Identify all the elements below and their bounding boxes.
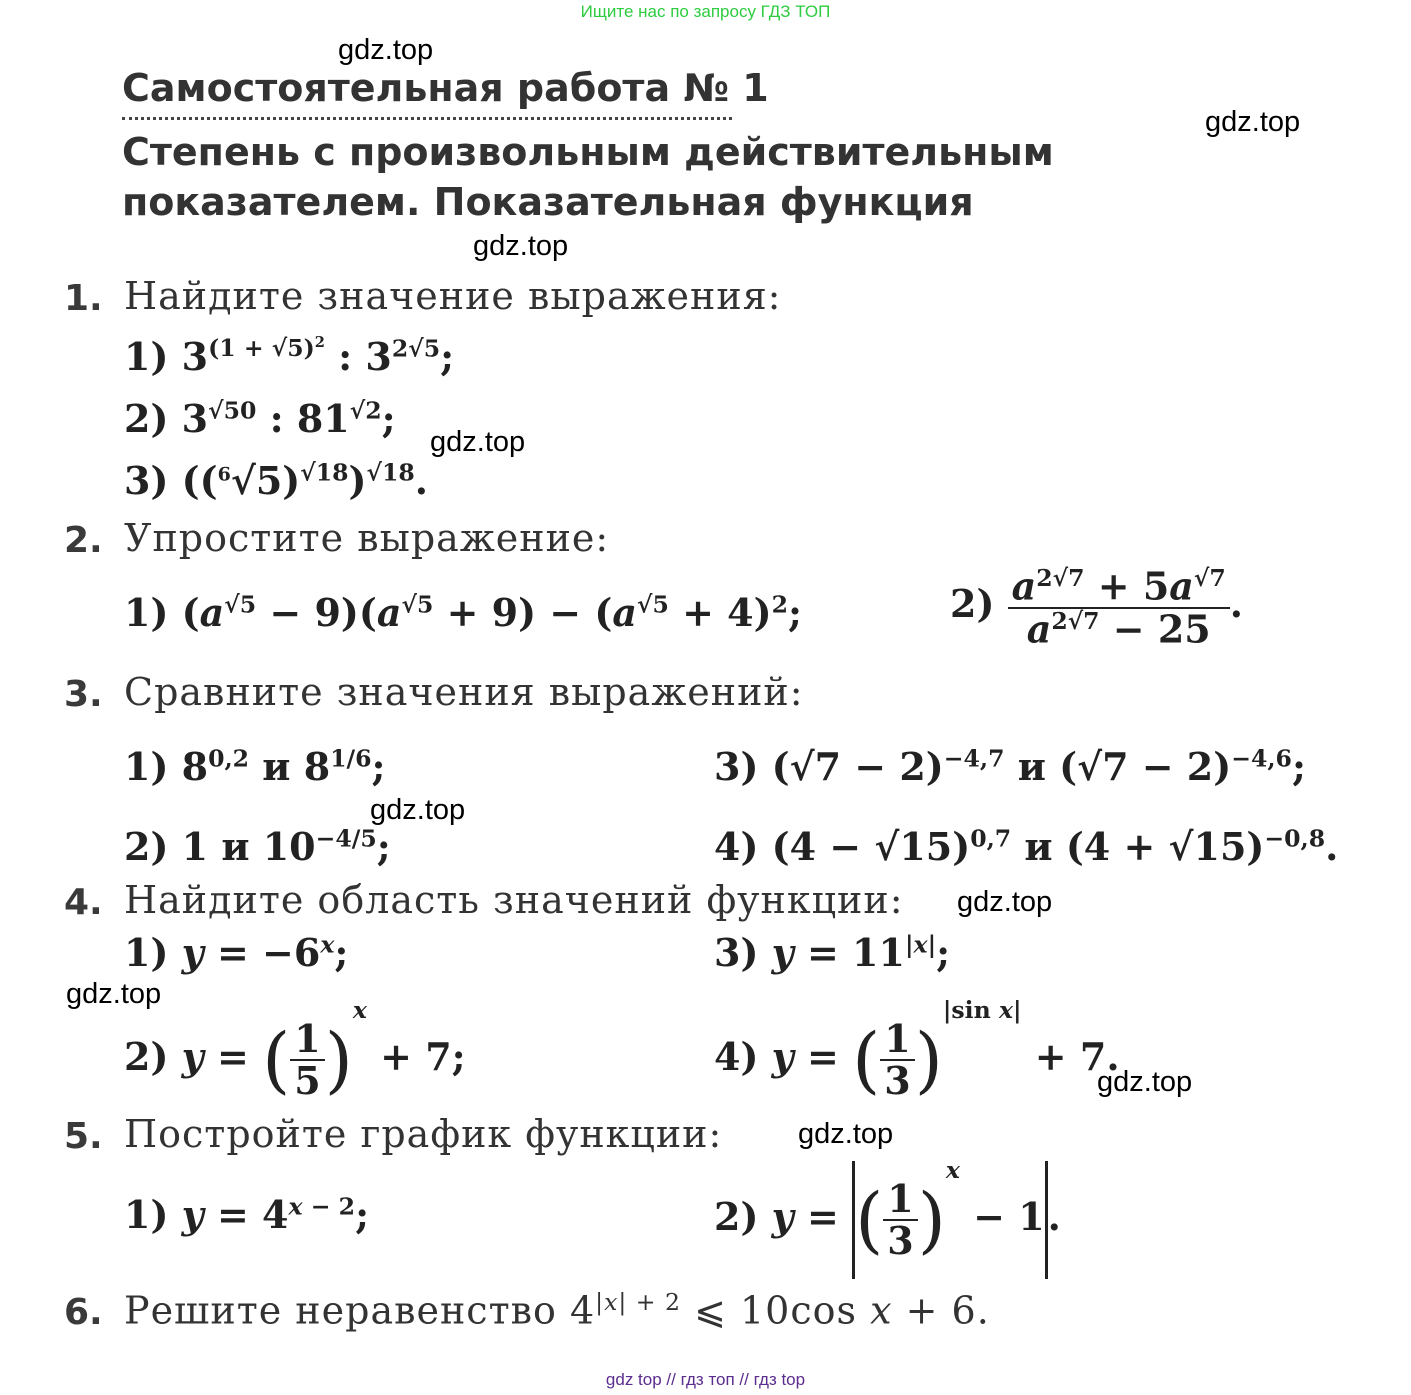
item-label: 1) xyxy=(124,930,169,975)
watermark: gdz.top xyxy=(798,1118,894,1150)
task-5-item-2: 2) y = ( $\frac{1}{3}$ )$^x$ − 1. xyxy=(714,1156,1061,1279)
task-text: Постройте график функции: xyxy=(124,1112,723,1156)
task-1-item-1: 1) $3^{(1 + √5)^2}$ : $3^{2√5}$; xyxy=(124,334,455,379)
watermark: gdz.top xyxy=(1097,1066,1193,1098)
item-label: 1) xyxy=(124,590,169,635)
item-label: 1) xyxy=(124,744,169,789)
watermark: gdz.top xyxy=(66,978,162,1010)
fraction: $\frac{1}{5}$ xyxy=(290,1019,324,1101)
task-2-item-2: 2) $\frac{a^{2√7} + 5a^{√7}}{a^{2√7} - 25}$ . xyxy=(950,563,1244,652)
subtitle-line-1: Степень с произвольным действительным xyxy=(122,130,1054,174)
item-label: 3) xyxy=(714,744,759,789)
footer-links[interactable]: gdz top // гдз топ // гдз top xyxy=(605,1370,806,1389)
item-label: 4) xyxy=(714,1033,759,1079)
item-label: 3) xyxy=(124,458,169,503)
task-5-item-1: 1) $y = 4^{x - 2}$; xyxy=(124,1192,370,1237)
item-label: 2) xyxy=(124,1033,169,1079)
task-6: Решите неравенство $4^{|x| + 2}$ ⩽ 10cos x + 6. xyxy=(124,1288,990,1333)
task-3-item-1: 1) 8$^{0,2}$ и $8^{1/6}$; xyxy=(124,744,386,789)
subtitle-line-2: показателем. Показательная функция xyxy=(122,180,974,224)
task-4-item-1: 1) $y = -6^x$; xyxy=(124,930,349,975)
task-3-item-3: 3) $(√7 - 2)^{-4,7}$ и $(√7 - 2)^{-4,6}$; xyxy=(714,744,1306,789)
task-text: Решите неравенство xyxy=(124,1288,557,1333)
task-text: Упростите выражение: xyxy=(124,516,610,560)
top-note: Ищите нас по запросу ГДЗ ТОП xyxy=(580,2,831,21)
task-number: 5. xyxy=(64,1116,103,1157)
watermark: gdz.top xyxy=(1205,106,1301,138)
task-text: Найдите область значений функции: xyxy=(124,878,904,922)
task-4-item-4: 4) y = ( $\frac{1}{3}$ )$^{|sin x|}$ + 7. xyxy=(714,996,1120,1104)
watermark: gdz.top xyxy=(338,34,434,66)
task-number: 3. xyxy=(64,674,103,715)
watermark: gdz.top xyxy=(430,426,526,458)
item-label: 2) xyxy=(950,581,995,627)
item-label: 1) xyxy=(124,334,169,379)
task-4-item-2: 2) y = ( $\frac{1}{5}$ )$^x$ + 7; xyxy=(124,996,466,1104)
watermark: gdz.top xyxy=(370,794,466,826)
watermark: gdz.top xyxy=(957,886,1053,918)
task-3-item-2: 2) 1 и $10^{-4/5}$; xyxy=(124,824,391,869)
item-label: 1) xyxy=(124,1192,169,1237)
item-label: 2) xyxy=(124,396,169,441)
item-label: 2) xyxy=(124,824,169,869)
item-label: 3) xyxy=(714,930,759,975)
item-label: 4) xyxy=(714,824,759,869)
task-text: Сравните значения выражений: xyxy=(124,670,804,714)
task-number: 6. xyxy=(64,1292,103,1333)
title-underline xyxy=(122,117,732,120)
task-number: 4. xyxy=(64,882,103,923)
fraction: $\frac{a^{2√7} + 5a^{√7}}{a^{2√7} - 25}$ xyxy=(1008,566,1230,649)
task-number: 1. xyxy=(64,278,103,319)
task-4-item-3: 3) $y = 11^{|x|}$; xyxy=(714,930,951,975)
task-1-item-2: 2) $3^{√50}$ : $81^{√2}$; xyxy=(124,396,396,441)
task-1-item-3: 3) $((^6√5)^{√18})^{√18}$. xyxy=(124,458,428,503)
item-label: 2) xyxy=(714,1193,759,1239)
page-title: Самостоятельная работа № 1 xyxy=(122,66,769,110)
task-text: Найдите значение выражения: xyxy=(124,274,782,318)
fraction: $\frac{1}{3}$ xyxy=(880,1019,914,1101)
task-number: 2. xyxy=(64,520,103,561)
fraction: $\frac{1}{3}$ xyxy=(883,1179,917,1261)
watermark: gdz.top xyxy=(473,230,569,262)
task-3-item-4: 4) $(4 - √15)^{0,7}$ и $(4 + √15)^{-0,8}$. xyxy=(714,824,1339,869)
task-2-item-1: 1) $(a^{√5} - 9)(a^{√5} + 9) - (a^{√5} + 4)^2$; xyxy=(124,590,802,635)
